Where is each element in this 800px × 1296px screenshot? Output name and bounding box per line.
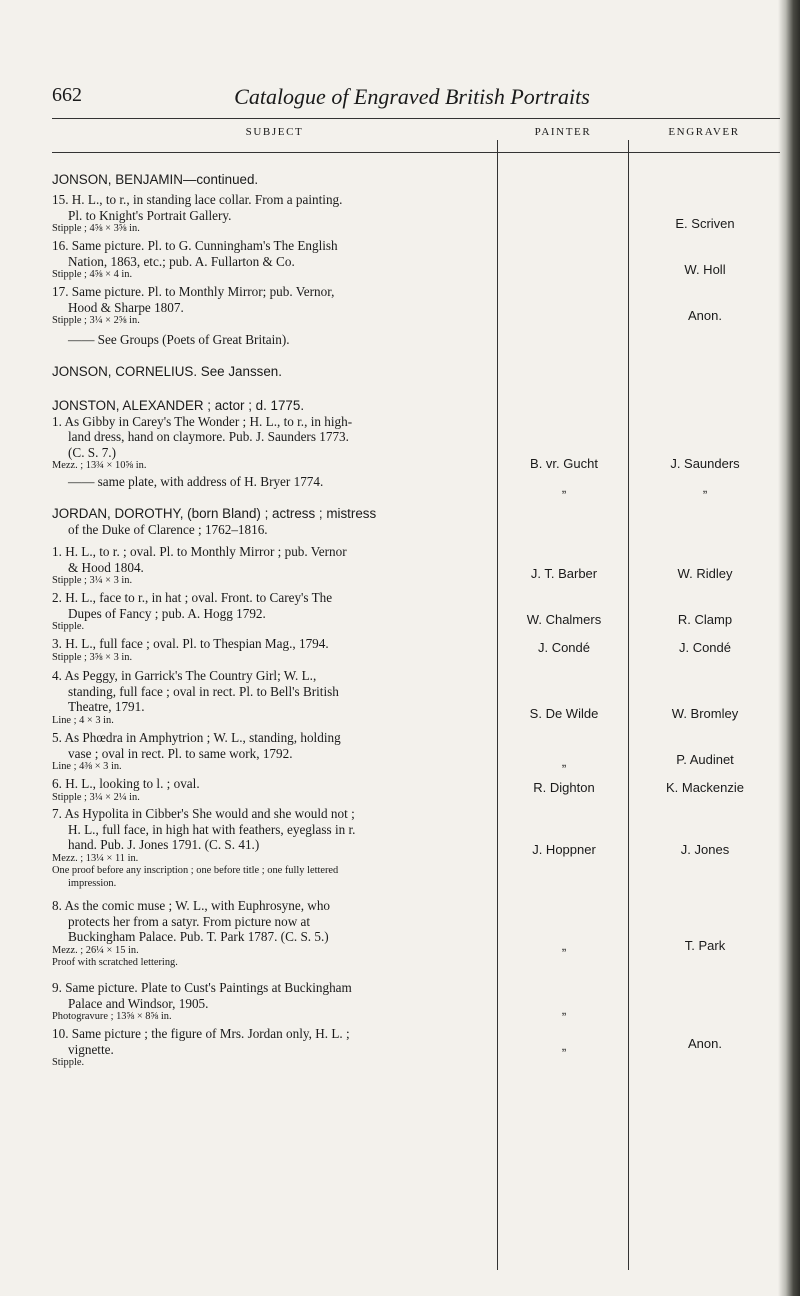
entry-text: Dupes of Fancy ; pub. A. Hogg 1792.	[68, 605, 266, 621]
column-header-painter: PAINTER	[534, 126, 592, 138]
painter-ditto-cell: „	[561, 754, 567, 769]
entry-item-1	[52, 544, 492, 588]
painter-ditto-cell: „	[561, 480, 567, 495]
entry-jonson-cornelius	[52, 364, 492, 380]
entry-text: vignette.	[68, 1041, 114, 1057]
entry-heading: JORDAN, DOROTHY, (born Bland) ; actress ; mistress	[52, 506, 377, 521]
engraver-cell: Anon.	[688, 308, 722, 323]
painter-ditto-cell: „	[561, 938, 567, 953]
entry-text: 4. As Peggy, in Garrick's The Country Girl; W. L.,	[52, 668, 317, 683]
column-header-subject: SUBJECT	[245, 126, 304, 138]
engraver-cell: P. Audinet	[676, 752, 734, 767]
entry-text: Hood & Sharpe 1807.	[68, 299, 184, 315]
entry-text: Buckingham Palace. Pub. T. Park 1787. (C. S. 5.)	[68, 929, 329, 945]
entry-medium: Stipple ; 3¼ × 3 in.	[52, 575, 133, 587]
engraver-cell: J. Jones	[680, 842, 730, 857]
entry-medium: Mezz. ; 26¼ × 15 in.	[52, 944, 139, 956]
entry-text: Pl. to Knight's Portrait Gallery.	[68, 207, 232, 223]
entry-heading: JONSTON, ALEXANDER ; actor ; d. 1775.	[52, 398, 305, 413]
painter-cell: B. vr. Gucht	[530, 456, 598, 471]
entry-item-16	[52, 238, 492, 282]
entry-item-4	[52, 668, 492, 727]
entry-medium: Line ; 4⅜ × 3 in.	[52, 761, 122, 773]
painter-cell: J. T. Barber	[530, 566, 598, 581]
entry-see-groups	[52, 332, 492, 348]
entry-text: hand. Pub. J. Jones 1791. (C. S. 41.)	[68, 837, 260, 853]
entry-text: 10. Same picture ; the figure of Mrs. Jordan only, H. L. ;	[52, 1026, 350, 1041]
entry-text: of the Duke of Clarence ; 1762–1816.	[68, 521, 268, 537]
entry-text: 8. As the comic muse ; W. L., with Euphrosyne, who	[52, 898, 331, 913]
entry-text: 2. H. L., face to r., in hat ; oval. Front. to Carey's The	[52, 590, 333, 605]
engraver-cell: Anon.	[688, 1036, 722, 1051]
entry-text: 9. Same picture. Plate to Cust's Paintings at Buckingham	[52, 980, 352, 995]
entry-medium: Stipple ; 3¼ × 2⅝ in.	[52, 315, 140, 327]
entry-text: 1. As Gibby in Carey's The Wonder ; H. L., to r., in high-	[52, 413, 353, 429]
entry-medium: Line ; 4 × 3 in.	[52, 714, 114, 726]
table-head-rule	[52, 152, 780, 153]
painter-cell: J. Condé	[537, 640, 591, 655]
engraver-column-divider	[628, 140, 629, 1270]
entry-text: standing, full face ; oval in rect. Pl. to Bell's British	[68, 683, 339, 699]
painter-cell: J. Hoppner	[532, 842, 596, 857]
page-number: 662	[52, 84, 82, 106]
entry-text: protects her from a satyr. From picture now at	[68, 913, 311, 929]
entry-text: (C. S. 7.)	[68, 444, 116, 460]
entry-medium: Stipple.	[52, 621, 85, 633]
engraver-cell: W. Holl	[684, 262, 726, 277]
running-title: Catalogue of Engraved British Portraits	[234, 84, 590, 109]
entry-note: impression.	[68, 877, 117, 889]
entry-text: 6. H. L., looking to l. ; oval.	[52, 776, 200, 791]
entry-item-10	[52, 1026, 492, 1070]
entry-cross-reference: —— See Groups (Poets of Great Britain).	[68, 332, 290, 347]
engraver-cell: E. Scriven	[675, 216, 735, 231]
engraver-cell: T. Park	[684, 938, 726, 953]
entry-item-2	[52, 590, 492, 634]
entry-text: H. L., full face, in high hat with feathers, eyeglass in r.	[68, 821, 356, 837]
entry-medium: Photogravure ; 13⅝ × 8⅝ in.	[52, 1011, 172, 1023]
entry-note: Proof with scratched lettering.	[52, 957, 178, 969]
entry-medium: Stipple ; 4⅝ × 4 in.	[52, 269, 133, 281]
entry-text: 15. H. L., to r., in standing lace collar. From a painting.	[52, 192, 343, 207]
entry-note: One proof before any inscription ; one before title ; one fully lettered	[52, 865, 339, 877]
entry-item-17	[52, 284, 492, 328]
engraver-cell: W. Bromley	[671, 706, 739, 721]
entry-jordan-dorothy	[52, 506, 492, 537]
entry-text: 7. As Hypolita in Cibber's She would and she would not ;	[52, 806, 355, 821]
entry-text: 17. Same picture. Pl. to Monthly Mirror; pub. Vernor,	[52, 284, 335, 299]
entry-medium: Stipple.	[52, 1057, 85, 1069]
painter-column-divider	[497, 140, 498, 1270]
entry-medium: Stipple ; 3¼ × 2¼ in.	[52, 791, 140, 803]
entry-medium: Mezz. ; 13¾ × 10⅝ in.	[52, 460, 147, 472]
entry-text: Nation, 1863, etc.; pub. A. Fullarton & Co.	[68, 253, 295, 269]
engraver-ditto-cell: „	[702, 480, 708, 495]
entry-text: vase ; oval in rect. Pl. to same work, 1792.	[68, 745, 293, 761]
entry-text: 5. As Phœdra in Amphytrion ; W. L., standing, holding	[52, 730, 341, 745]
engraver-cell: W. Ridley	[677, 566, 733, 581]
entry-heading: JONSON, BENJAMIN—continued.	[52, 172, 259, 187]
entry-jonston-alexander	[52, 398, 492, 473]
entry-text: Theatre, 1791.	[68, 699, 145, 715]
table-top-rule	[52, 118, 780, 119]
entry-item-5	[52, 730, 492, 774]
entry-medium: Mezz. ; 13¼ × 11 in.	[52, 852, 139, 864]
engraver-cell: J. Condé	[678, 640, 732, 655]
entry-item-15	[52, 192, 492, 236]
engraver-cell: R. Clamp	[677, 612, 733, 627]
entry-item-3	[52, 636, 492, 664]
entry-text: Palace and Windsor, 1905.	[68, 995, 209, 1011]
painter-ditto-cell: „	[561, 1002, 567, 1017]
painter-cell: R. Dighton	[533, 780, 595, 795]
entry-same-plate	[52, 474, 492, 490]
entry-text: 1. H. L., to r. ; oval. Pl. to Monthly Mirror ; pub. Vernor	[52, 544, 347, 559]
entry-heading: JONSON, CORNELIUS. See Janssen.	[52, 364, 282, 379]
entry-text: —— same plate, with address of H. Bryer 1774.	[68, 474, 324, 489]
entry-item-9	[52, 980, 492, 1024]
entry-text: land dress, hand on claymore. Pub. J. Saunders 1773.	[68, 429, 349, 445]
entry-text: 3. H. L., full face ; oval. Pl. to Thespian Mag., 1794.	[52, 636, 329, 651]
engraver-cell: K. Mackenzie	[665, 780, 745, 795]
painter-ditto-cell: „	[561, 1038, 567, 1053]
entry-medium: Stipple ; 4⅝ × 3⅝ in.	[52, 223, 140, 235]
entry-item-8	[52, 898, 492, 970]
entry-jonson-benjamin	[52, 172, 492, 188]
entry-medium: Stipple ; 3⅝ × 3 in.	[52, 651, 133, 663]
engraver-cell: J. Saunders	[670, 456, 740, 471]
page-header	[52, 84, 772, 114]
painter-cell: S. De Wilde	[529, 706, 599, 721]
entry-item-6	[52, 776, 492, 804]
entry-item-7	[52, 806, 492, 890]
entry-text: & Hood 1804.	[68, 559, 144, 575]
page-edge-shadow	[778, 0, 800, 1296]
painter-cell: W. Chalmers	[526, 612, 602, 627]
column-header-engraver: ENGRAVER	[668, 126, 740, 138]
entry-text: 16. Same picture. Pl. to G. Cunningham's The English	[52, 238, 338, 253]
